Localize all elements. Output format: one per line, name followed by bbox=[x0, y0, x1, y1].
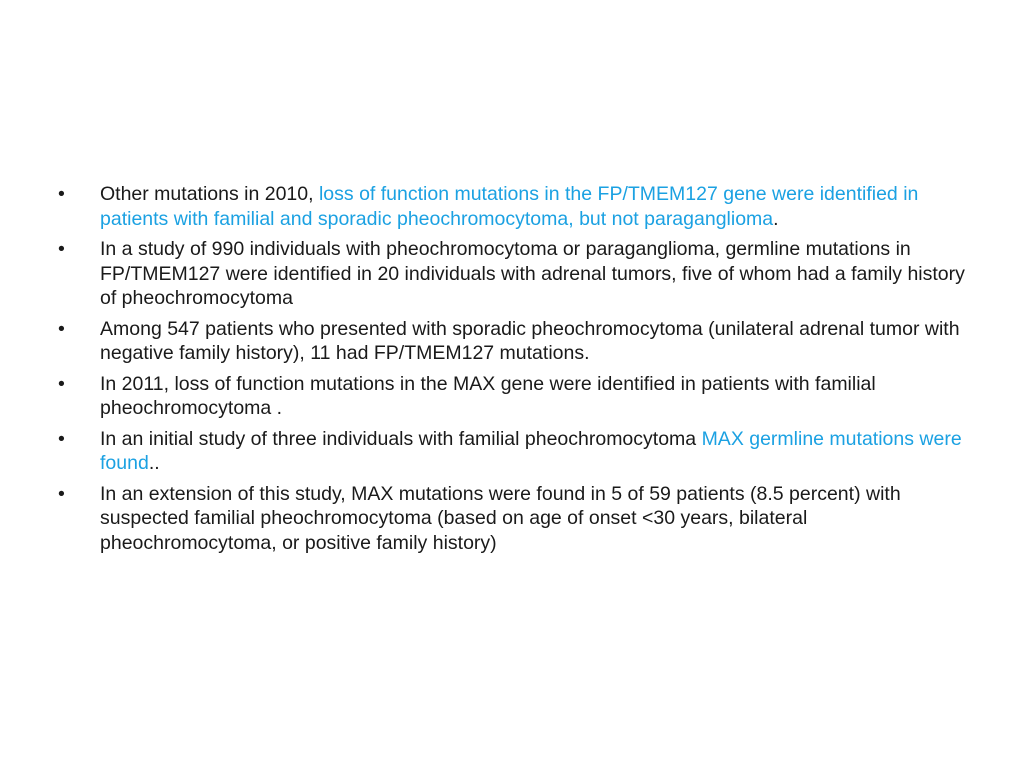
bullet-item bbox=[58, 182, 968, 231]
bullet-item bbox=[58, 427, 968, 476]
bullet-text: In an extension of this study, MAX mutations were found in 5 of 59 patients (8.5 percent) with suspected familial pheochromocytoma (based on age of onset <30 years, bilateral pheochromocytoma, or positive family history) bbox=[100, 482, 901, 554]
bullet-text: In a study of 990 individuals with pheochromocytoma or paraganglioma, germline mutations in FP/TMEM127 were identified in 20 individuals with adrenal tumors, five of whom had a family history of pheochromocytoma bbox=[100, 238, 965, 309]
bullet-suffix: . bbox=[773, 207, 779, 230]
bullet-item bbox=[58, 237, 968, 311]
bullet-item bbox=[58, 482, 968, 556]
bullet-dot: • bbox=[58, 183, 65, 205]
bullet-item bbox=[58, 317, 968, 366]
bullet-suffix: .. bbox=[148, 452, 160, 474]
bullet-dot: • bbox=[58, 372, 65, 395]
bullet-list bbox=[58, 182, 968, 561]
bullet-text: Among 547 patients who presented with sporadic pheochromocytoma (unilateral adrenal tumor with negative family history), 11 had FP/TMEM127 mutations. bbox=[100, 317, 960, 364]
bullet-text: In 2011, loss of function mutations in the MAX gene were identified in patients with familial pheochromocytoma . bbox=[100, 372, 876, 419]
bullet-dot: • bbox=[58, 238, 65, 260]
bullet-text: Other mutations in 2010, bbox=[100, 183, 319, 205]
bullet-dot: • bbox=[58, 317, 65, 340]
bullet-text: In an initial study of three individuals with familial pheochromocytoma bbox=[100, 427, 702, 450]
bullet-item bbox=[58, 372, 968, 421]
bullet-highlight: loss of function mutations in the FP/TMEM127 gene were identified in patients with familial and sporadic pheochromocytoma, but not paraganglioma bbox=[100, 183, 919, 230]
bullet-dot: • bbox=[58, 427, 65, 450]
bullet-highlight: MAX germline mutations were found bbox=[100, 427, 962, 474]
bullet-dot: • bbox=[58, 482, 65, 505]
